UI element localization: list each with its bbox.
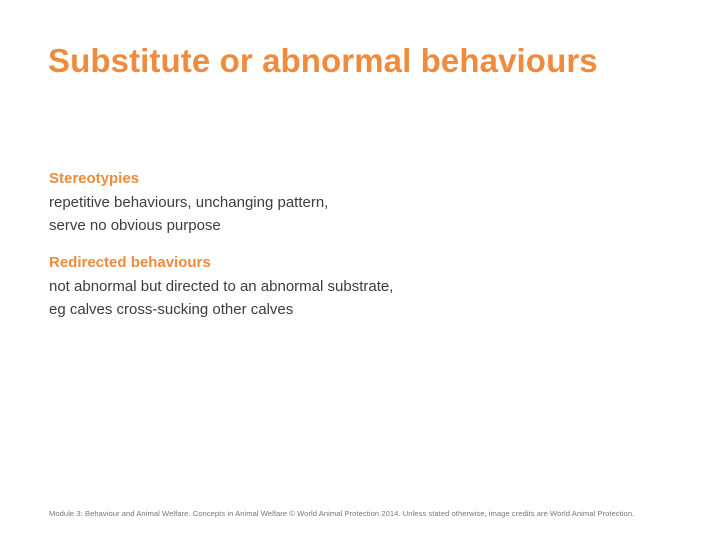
- section-heading: Redirected behaviours: [49, 254, 211, 271]
- section-stereotypies: [49, 169, 689, 237]
- section-text-line: not abnormal but directed to an abnormal substrate,: [49, 278, 394, 295]
- section-text-line: repetitive behaviours, unchanging pattern,: [49, 194, 329, 211]
- slide-content: [49, 169, 689, 337]
- section-heading: Stereotypies: [49, 170, 140, 187]
- slide-footer: Module 3: Behaviour and Animal Welfare. Concepts in Animal Welfare © World Animal Protection 2014. Unless stated otherwise, image credits are World Animal Protection.: [49, 509, 635, 518]
- section-redirected-behaviours: [49, 253, 689, 321]
- section-text-line: eg calves cross-sucking other calves: [49, 301, 294, 318]
- slide-title: Substitute or abnormal behaviours: [48, 42, 598, 79]
- section-text-line: serve no obvious purpose: [49, 217, 221, 234]
